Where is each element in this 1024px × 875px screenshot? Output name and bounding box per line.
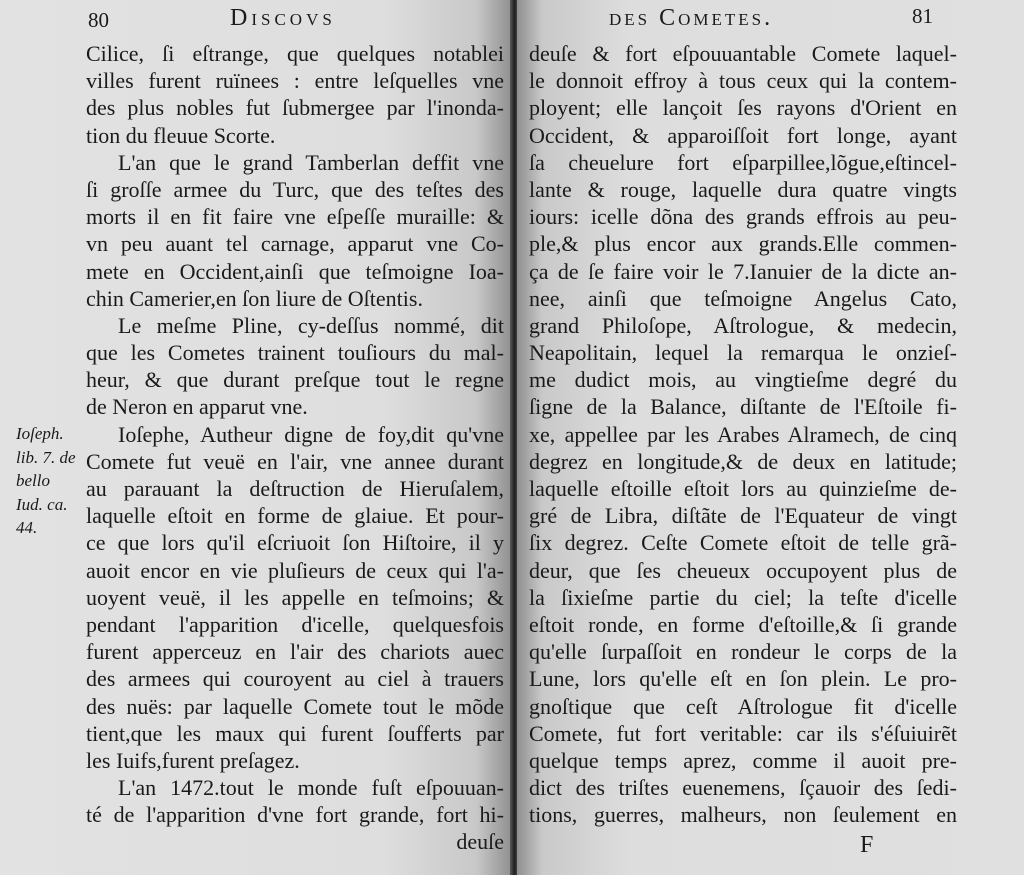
text-line: uoyent veuë, il les appelle en teſmoins; & <box>86 584 504 610</box>
text-line: ple,& plus encor aux grands.Elle commen- <box>529 231 957 257</box>
left-page-body <box>86 40 504 856</box>
text-line: Neapolitain, lequel la remarqua le onzieſ- <box>529 340 957 366</box>
text-line: xe, appellee par les Arabes Alramech, de cinq <box>529 421 957 447</box>
text-line: la ſixieſme partie du ciel; la teſte d'icelle <box>529 584 957 610</box>
text-line: L'an que le grand Tamberlan deffit vne <box>118 149 504 175</box>
text-line: Le meſme Pline, cy-deſſus nommé, dit <box>118 312 504 338</box>
text-line: Cilice, ſi eſtrange, que quelques notablei <box>86 41 504 66</box>
margin-note-line: 44. <box>16 518 38 537</box>
text-line: ce que lors qu'il eſcriuoit ſon Hiſtoire, il y <box>86 530 504 556</box>
text-line: ſigne de la Balance, diſtante de l'Eſtoile fi- <box>529 394 957 420</box>
signature-mark: F <box>860 832 874 858</box>
text-line: les Iuifs,furent preſagez. <box>86 747 300 773</box>
right-page-body <box>529 40 957 828</box>
text-line: deuſe & fort eſpouuantable Comete laquel- <box>529 41 957 66</box>
left-running-head: Discovs <box>230 5 336 31</box>
text-line: de Neron en apparut vne. <box>86 394 308 420</box>
text-line: heur, & que durant preſque tout le regne <box>86 367 504 393</box>
text-line: Occident, & apparoiſſoit fort longe, ayant <box>529 122 957 148</box>
text-line: L'an 1472.tout le monde fuſt eſpouuan- <box>118 775 504 801</box>
text-line: le donnoit effroy à tous ceux qui la contem- <box>529 68 957 94</box>
text-line: Comete fut veuë en l'air, vne annee durant <box>86 448 504 474</box>
text-line: dict des triſtes euenemens, ſçauoir des ſedi- <box>529 775 957 801</box>
text-line: gnoſtique que ceſt Aſtrologue fit d'icelle <box>529 693 957 719</box>
text-line: Lune, lors qu'elle eſt en ſon plein. Le pro- <box>529 666 957 692</box>
text-line: que les Cometes trainent touſiours du mal- <box>86 340 504 366</box>
margin-note <box>16 422 76 540</box>
text-line: tion du fleuue Scorte. <box>86 122 276 148</box>
text-line: des plus nobles fut ſubmergee par l'inonda- <box>86 95 504 121</box>
text-line: qu'elle ſurpaſſoit en rondeur le corps de la <box>529 639 957 665</box>
text-line: eſtoit ronde, en forme d'eſtoille,& ſi grande <box>529 611 957 637</box>
text-line: mete en Occident,ainſi que teſmoigne Ioa- <box>86 258 504 284</box>
text-line: laquelle eſtoit en forme de glaiue. Et pour- <box>86 503 504 529</box>
text-line: ployent; elle lançoit ſes rayons d'Orient en <box>529 95 957 121</box>
text-line: des nuës: par laquelle Comete tout le mõde <box>86 693 504 719</box>
text-line: morts il en fit faire vne eſpeſſe muraille: & <box>86 204 504 230</box>
text-line: vn peu auant tel carnage, apparut vne Co- <box>86 231 504 257</box>
text-line: ça de ſe faire voir le 7.Ianuier de la dicte an- <box>529 258 957 284</box>
margin-note-line: lib. 7. de <box>16 447 76 467</box>
text-line: iours: icelle dõna des grands effrois au peu- <box>529 204 957 230</box>
text-line: quelque temps aprez, comme il auoit pre- <box>529 747 957 773</box>
right-running-head: des Cometes. <box>609 5 774 31</box>
text-line: lante & rouge, laquelle dura quatre vingts <box>529 176 957 202</box>
text-line: té de l'apparition d'vne fort grande, fort hi- <box>86 802 504 828</box>
text-line: ſix degrez. Ceſte Comete eſtoit de telle grã- <box>529 530 957 556</box>
text-line: Comete, fut fort veritable: car ils s'éſuiuirẽt <box>529 720 957 746</box>
text-line: auoit encor en vie pluſieurs de ceux qui l'a- <box>86 557 504 583</box>
text-line: des armees qui couroyent au ciel à trauers <box>86 666 504 692</box>
text-line: ſa cheuelure fort eſparpillee,lõgue,eſtincel- <box>529 149 957 175</box>
margin-note-line: bello <box>16 471 50 490</box>
text-line: gré de Libra, diſtãte de l'Equateur de vingt <box>529 503 957 529</box>
text-line: me dudict mois, au vingtieſme degré du <box>529 367 957 393</box>
text-line: deur, que ſes cheueux occupoyent plus de <box>529 557 957 583</box>
text-line: chin Camerier,en ſon liure de Oſtentis. <box>86 285 423 311</box>
text-line: ſi groſſe armee du Turc, que des teſtes des <box>86 176 504 202</box>
text-line: villes furent ruïnees : entre leſquelles vne <box>86 68 504 94</box>
text-line: nee, ainſi que teſmoigne Angelus Cato, <box>529 285 957 311</box>
text-line: Ioſephe, Autheur digne de foy,dit qu'vne <box>118 421 504 447</box>
margin-note-line: Ioſeph. <box>16 424 64 443</box>
text-line: au parauant la deſtruction de Hieruſalem, <box>86 476 504 501</box>
text-line: furent apperceuz en l'air des chariots auec <box>86 639 504 665</box>
margin-note-line: Iud. ca. <box>16 494 68 514</box>
text-line: pendant l'apparition d'icelle, quelquesfois <box>86 611 504 637</box>
right-page-number: 81 <box>912 4 933 28</box>
text-line: deuſe <box>456 829 504 855</box>
text-line: grand Philoſope, Aſtrologue, & medecin, <box>529 312 957 338</box>
text-line: tions, guerres, malheurs, non ſeulement en <box>529 802 957 828</box>
text-line: degrez en longitude,& de deux en latitude; <box>529 448 957 474</box>
text-line: laquelle eſtoille eſtoit lors au quinzieſme de- <box>529 476 957 501</box>
right-page <box>517 0 1024 875</box>
left-page-number: 80 <box>88 8 109 32</box>
text-line: tient,que les maux qui furent ſoufferts par <box>86 720 504 746</box>
